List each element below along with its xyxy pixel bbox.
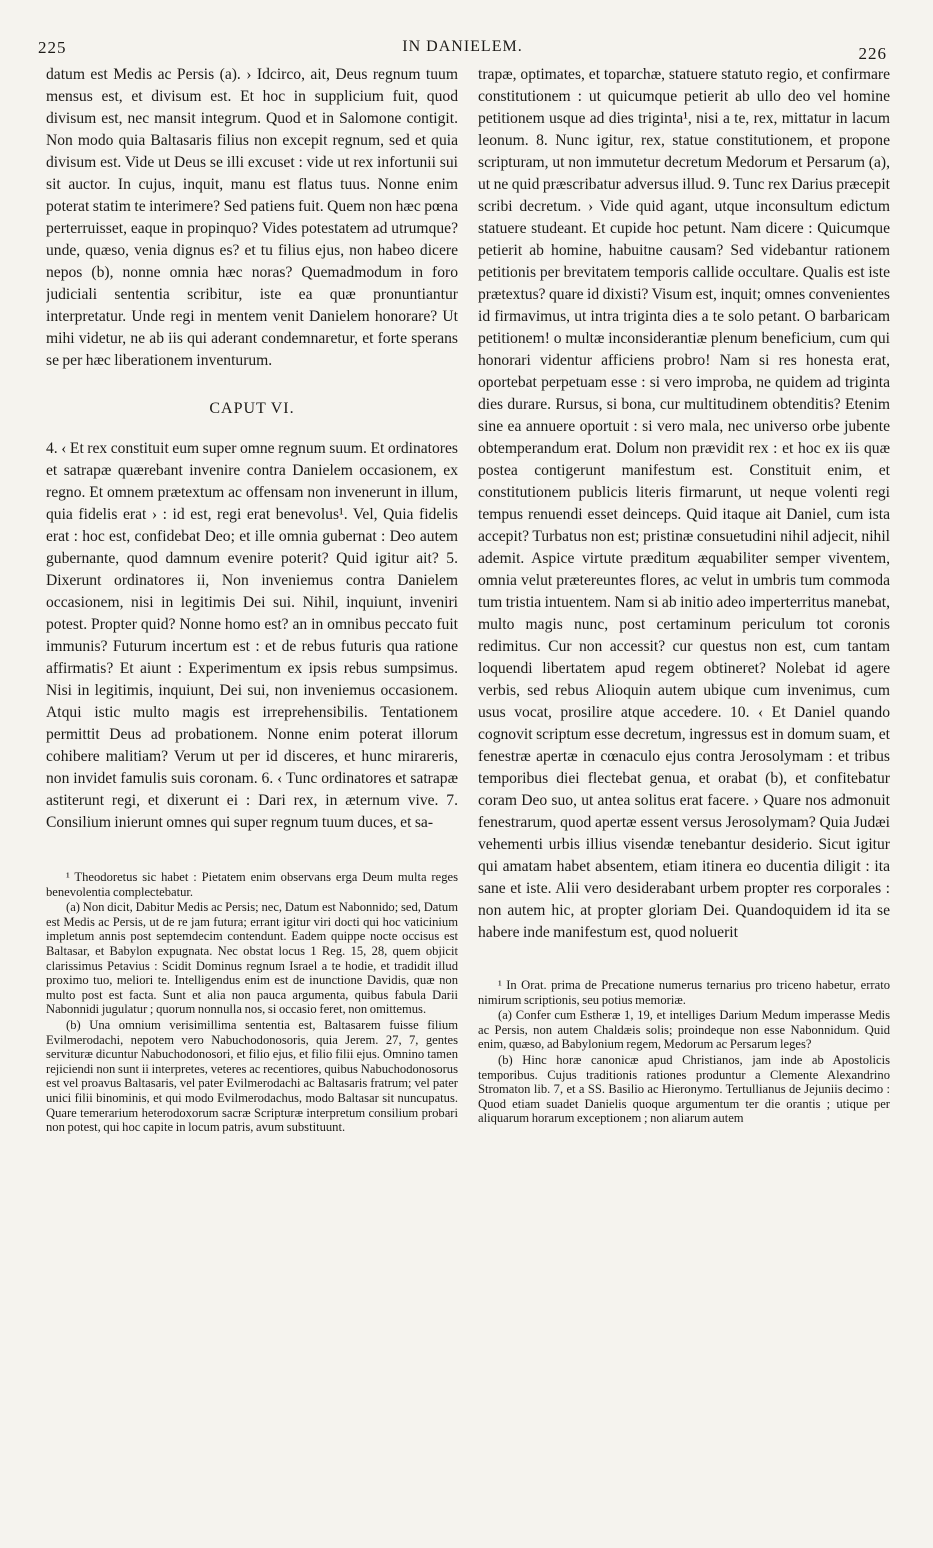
footnote: ¹ In Orat. prima de Precatione numerus ternarius pro triceno habetur, errato nimirum scriptionis, seu potius memoriæ. <box>478 978 890 1007</box>
footnote: (b) Hinc horæ canonicæ apud Christianos, jam inde ab Apostolicis temporibus. Cujus traditionis rationes produntur a Clemente Alexandrino Stromaton lib. 7, et a SS. Basilio ac Hieronymo. Tertullianus de Jejuniis decimo : Quod etiam suadet Danielis quoque argumentum ter die orantis ; utique per aliquarum horarum exceptionem ; non aliarum autem <box>478 1052 890 1126</box>
left-paragraph-2: 4. ‹ Et rex constituit eum super omne regnum suum. Et ordinatores et satrapæ quærebant invenire contra Danielem occasionem, ex regno. Et omnem prætextum ac offensam non invenerunt in illum, quia fidelis erat › : id est, regi erat benevolus¹. Vel, Quia fidelis erat : hoc est, confidebat Deo; et ille omnia gubernat : Deo autem gubernante, quod damnum evenire poterit? Quid igitur ait? 5. Dixerunt ordinatores ii, Non inveniemus contra Danielem occasionem, nisi in legitimis Dei sui. Nihil, inquiunt, inveniri potest. Propter quid? Nonne homo est? an in omnibus peccato fuit immunis? Futurum incertum est : et de rebus futuris qua ratione affirmatis? Et aiunt : Experimentum ex ipsis rebus sumpsimus. Nisi in legitimis, inquiunt, Dei sui, non inveniemus occasionem. Atqui istic multo magis est irreprehensibilis. Tentationem permittit Deus ad probationem. Nonne enim poterat illorum cohibere malitiam? Verum ut per id disceres, et hunc mirareris, non invidet famulis suis coronam. 6. ‹ Tunc ordinatores et satrapæ astiterunt regi, et dixerunt ei : Dari rex, in æternum vive. 7. Consilium inierunt omnes qui super regnum tuum duces, et sa- <box>46 440 458 831</box>
chapter-heading: CAPUT VI. <box>209 400 295 417</box>
running-title: IN DANIELEM. <box>402 38 523 55</box>
right-footnotes <box>478 978 890 1126</box>
footnote: ¹ Theodoretus sic habet : Pietatem enim observans erga Deum multa reges benevolentia complectebatur. <box>46 870 458 899</box>
footnote: (a) Confer cum Estheræ 1, 19, et intelliges Darium Medum imperasse Medis ac Persis, non autem Chaldæis solis; proindeque non esse Nabonnidum. Quid enim, quæso, ad Babylonium regem, Medorum ac Persarum leges? <box>478 1008 890 1052</box>
right-paragraph-1: trapæ, optimates, et toparchæ, statuere statuto regio, et confirmare constitutionem : ut quicumque petierit ab ullo deo vel homine petitionem usque ad dies triginta¹, nisi a te, rex, mittatur in lacum leonum. 8. Nunc igitur, rex, statue constitutionem, et propone scripturam, ut non immutetur decretum Medorum et Persarum (a), ut ne quid præscribatur adversus illud. 9. Tunc rex Darius præcepit scribi decretum. › Vide quid agant, utque inconsultum edictum statuere studeant. Et cupide hoc petunt. Nam dicere : Quicumque petierit ab homine, habuitne causam? Sed videbantur rationem petitionis per brevitatem temporis callide occultare. Qualis est iste prætextus? quare id dixisti? Visum est, inquit; omnes convenientes id firmavimus, ut intra triginta dies a te solo petant. O barbaricam petitionem! o multæ inconsiderantiæ plenum beneficium, cum qui honorari videntur afficiens probro! Nam si res honesta erat, oportebat perpetuam esse : si vero improba, ne quidem ad triginta dies durare. Rursus, si bona, cur multitudinem obtenditis? Etenim sine ea annuere oportuit : si vero mala, nec universo orbe jubente obtemperandum erat. Dolum non prævidit rex : et hoc ex iis quæ postea contigerunt manifestum est. Constituit enim, et constitutionem publicis literis firmarunt, ut neque volenti regi tempus renuendi esset deinceps. Quid itaque ait Daniel, cum ista accepit? Turbatus non est; pristinæ consuetudini nihil adjecit, nihil ademit. Aspice virtute præditum æquabiliter semper viventem, omnia velut prætereuntes flores, ac velut in umbris tum commoda tum tristia intuentem. Nam si ab initio adeo imperterritus manebat, multo magis nunc, post certaminum periculum tot coronis redimitus. Cur non accessit? cur questus non est, cum tantam loquendi libertatem apud regem obtineret? Nolebat id agere verbis, sed rebus Alioquin autem ubique cum invenimus, cum usus vocat, prosilire atque accedere. 10. ‹ Et Daniel quando cognovit scriptum esse decretum, ingressus est in domum suam, et fenestræ apertæ in cœnaculo ejus contra Jerosolymam : et tribus temporibus diei flectebat genua, et orabat (b), et confitebatur coram Deo suo, ut antea solitus erat facere. › Quare nos admonuit fenestrarum, quod apertæ essent versus Jerosolymam? Quia Judæi vehementi urbis illius visendæ tenebantur desiderio. Sicut igitur qui amatam habet absentem, etiam itinera eo ducentia diligit : ita sane et iste. Alii vero desiderabant urbem propter res corporales : non autem hic, at propter gloriam Dei. Quandoquidem id ita se habere inde manifestum est, quod noluerit <box>478 66 890 941</box>
left-column <box>46 64 458 1524</box>
left-main-text <box>46 64 458 834</box>
left-footnotes <box>46 870 458 1135</box>
right-column <box>478 64 890 1524</box>
page-number-right: 226 <box>858 44 887 63</box>
page-header <box>38 38 887 64</box>
page-number-left: 225 <box>38 38 67 57</box>
footnote: (b) Una omnium verisimillima sententia est, Baltasarem fuisse filium Evilmerodachi, nepotem vero Nabuchodonosoris, quia Jerem. 27, 7, gentes servituræ dicuntur Nabuchodonosori, et filio ejus, et filio filii ejus. Omnino tamen rejiciendi non sunt ii interpretes, veteres ac recentiores, quibus Nabuchodonosorus est vel proavus Baltasaris, vel pater Evilmerodachi ac Baltasaris fratrum; vel pater unici filii binominis, et qui modo Evilmerodachus, modo Baltasar sit nuncupatus. Quare temerarium heterodoxorum sacræ Scripturæ interpretum consilium probari non potest, qui hoc capite in locum patris, avum substituunt. <box>46 1017 458 1135</box>
right-main-text <box>478 64 890 944</box>
footnote: (a) Non dicit, Dabitur Medis ac Persis; nec, Datum est Nabonnido; sed, Datum est Medis ac Persis, ut de re jam futura; errant igitur viri docti qui hoc vaticinium impletum annis post septemdecim contendunt. Eadem quippe nocte occisus est Baltasar, et Babylon expugnata. Nec obstat locus 1 Reg. 15, 28, quem objicit clarissimus Petavius : Scidit Dominus regnum Israel a te hodie, et tradidit illud proximo tuo, meliori te. Intelligendus enim est de inunctione Davidis, quæ non multo post est facta. Sunt et alia non pauca argumenta, quibus fabula Darii Nabonnidi jugulatur ; quorum nonnulla nos, si occasio feret, non omittemus. <box>46 900 458 1017</box>
left-paragraph-1: datum est Medis ac Persis (a). › Idcirco, ait, Deus regnum tuum mensus est, et divisum est. Et hoc in supplicium fuit, quod divisum est, nec mansit integrum. Quod et in Salomone contigit. Non modo quia Baltasaris filius non excepit regnum, sed et quia divisum est. Vide ut Deus se illi excuset : vide ut rex infortunii sui sit auctor. In cujus, inquit, manu est flatus tuus. Nonne enim poterat statim te interimere? Sed patiens fuit. Quem non hæc pœna perterruisset, eaque in propinquo? Vides potestatem ad utrumque? unde, quæso, venia dignus es? et tu filius ejus, non habeo dicere nepos (b), nonne omnia hæc noras? Quemadmodum in foro judiciali sententia scribitur, iste ea quæ pronuntiantur interpretatur. Unde regi in mentem venit Danielem honorare? Ut mihi videtur, ne ab iis qui aderant condemnaretur, et forte sperans se per hæc liberationem inventurum. <box>46 66 458 369</box>
